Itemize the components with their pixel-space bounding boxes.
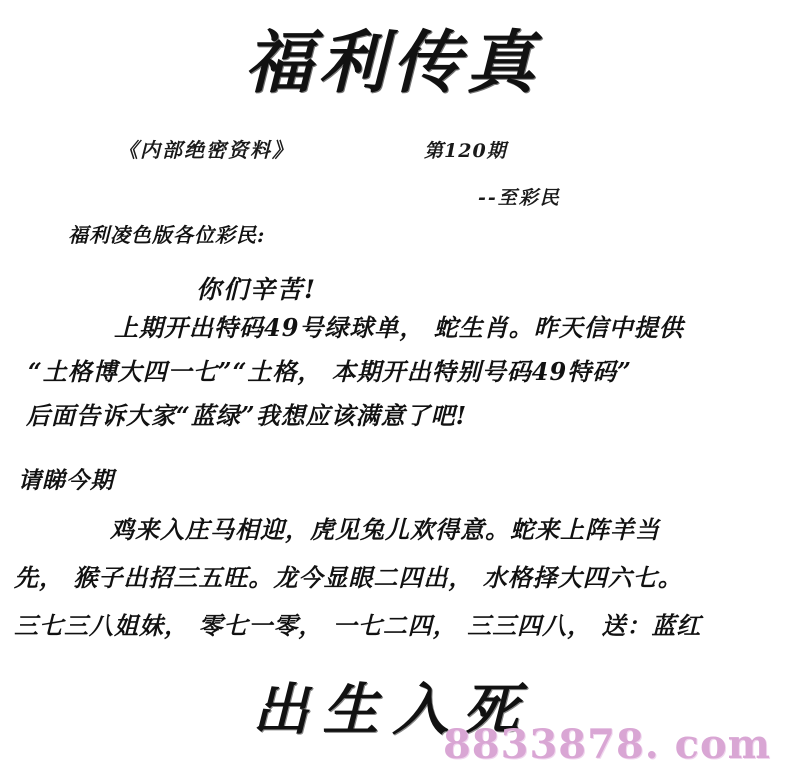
subtitle-secret-material: 《内部绝密资料》: [118, 138, 294, 162]
issue-number: 第120期: [424, 140, 507, 162]
slogan-text: 出生入死: [252, 677, 533, 743]
salutation: 福利凌色版各位彩民:: [68, 223, 266, 247]
verse-line-2: 先， 猴子出招三五旺。龙今显眼二四出， 水格择大四六七。: [14, 563, 683, 592]
greeting-line: 你们辛苦!: [196, 275, 317, 304]
body-line-2: “土格博大四一七”“土格， 本期开出特别号码49特码”: [28, 357, 632, 386]
page-title: 福利传真: [244, 23, 541, 103]
verse-line-1: 鸡来入庄马相迎，虎见兔儿欢得意。蛇来上阵羊当: [110, 515, 660, 544]
verse-paragraph: [14, 506, 774, 650]
body-paragraph: [18, 306, 770, 438]
body-line-1: 上期开出特码49号绿球单， 蛇生肖。昨天信中提供: [114, 313, 684, 342]
body-line-3: 后面告诉大家“蓝绿”我想应该满意了吧!: [26, 401, 468, 430]
verse-line-3: 三七三八姐妹， 零七一零， 一七二四， 三三四八， 送：蓝红: [14, 611, 702, 640]
addressee-line: --至彩民: [478, 187, 561, 209]
site-watermark: 8833878. com: [442, 721, 771, 768]
please-see-line: 请睇今期: [18, 467, 114, 494]
